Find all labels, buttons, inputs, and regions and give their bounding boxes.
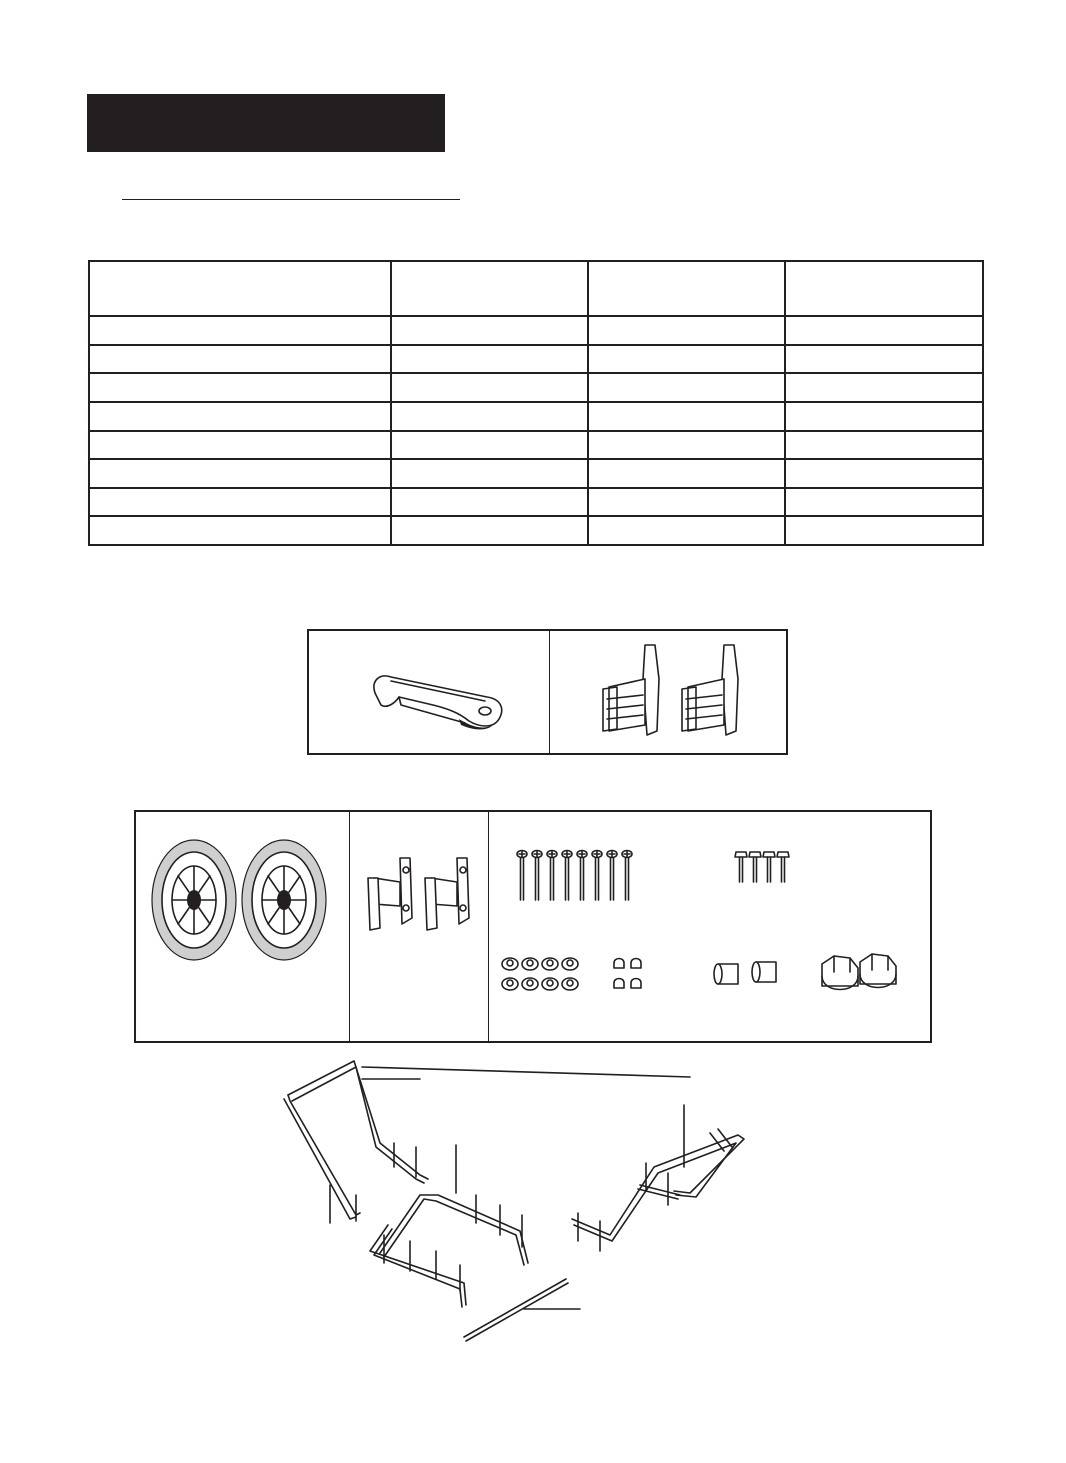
table-cell [391,402,588,431]
table-cell [89,459,391,488]
section-header-bar [87,94,445,152]
table-header-row [89,261,983,316]
table-cell [391,488,588,517]
table-cell [785,488,983,517]
table-cell [785,402,983,431]
table-cell [391,516,588,545]
wheel-icon [242,840,326,960]
table-cell [391,316,588,345]
handle-icon [374,676,502,730]
table-cell [588,516,785,545]
leader-lines [330,1079,684,1309]
table-cell [588,488,785,517]
table-row [89,431,983,460]
long-bolt-icon [517,851,632,901]
table-cell [588,431,785,460]
table-cell [89,516,391,545]
table-cell [588,459,785,488]
cap-nut-icon [614,959,641,989]
table-row [89,402,983,431]
table-row [89,345,983,374]
table-cell [89,431,391,460]
subtitle-underline [122,199,460,200]
table-row [89,316,983,345]
axle-bracket-icon [425,858,469,930]
foot-bracket-icon [603,645,659,735]
frame-assembly-illustration [270,1055,770,1355]
table-row [89,459,983,488]
table-cell [391,431,588,460]
table-header-cell [785,261,983,316]
foot-bracket-icon [682,645,738,735]
table-cell [391,345,588,374]
table-cell [785,316,983,345]
wheel-kit-box [134,810,932,1043]
hub-cap-icon [822,954,896,990]
table-cell [89,488,391,517]
table-header-cell [391,261,588,316]
table-cell [785,373,983,402]
table-cell [89,316,391,345]
parts-spec-table [88,260,984,546]
wheel-icon [152,840,236,960]
table-cell [89,345,391,374]
table-row [89,516,983,545]
table-cell [89,402,391,431]
table-header-cell [89,261,391,316]
spacer-icon [714,962,776,984]
table-header-cell [588,261,785,316]
table-cell [588,345,785,374]
short-bolt-icon [735,852,789,882]
table-cell [785,431,983,460]
table-row [89,373,983,402]
frame-icon [284,1061,744,1307]
table-cell [588,373,785,402]
table-row [89,488,983,517]
flange-nut-icon [502,958,578,990]
axle-bracket-icon [368,858,412,930]
table-cell [391,373,588,402]
table-cell [89,373,391,402]
axle-icon [464,1279,568,1341]
table-cell [588,316,785,345]
table-cell [785,516,983,545]
table-cell [785,459,983,488]
table-cell [391,459,588,488]
table-cell [785,345,983,374]
accessory-parts-box [307,629,788,755]
table-cell [588,402,785,431]
